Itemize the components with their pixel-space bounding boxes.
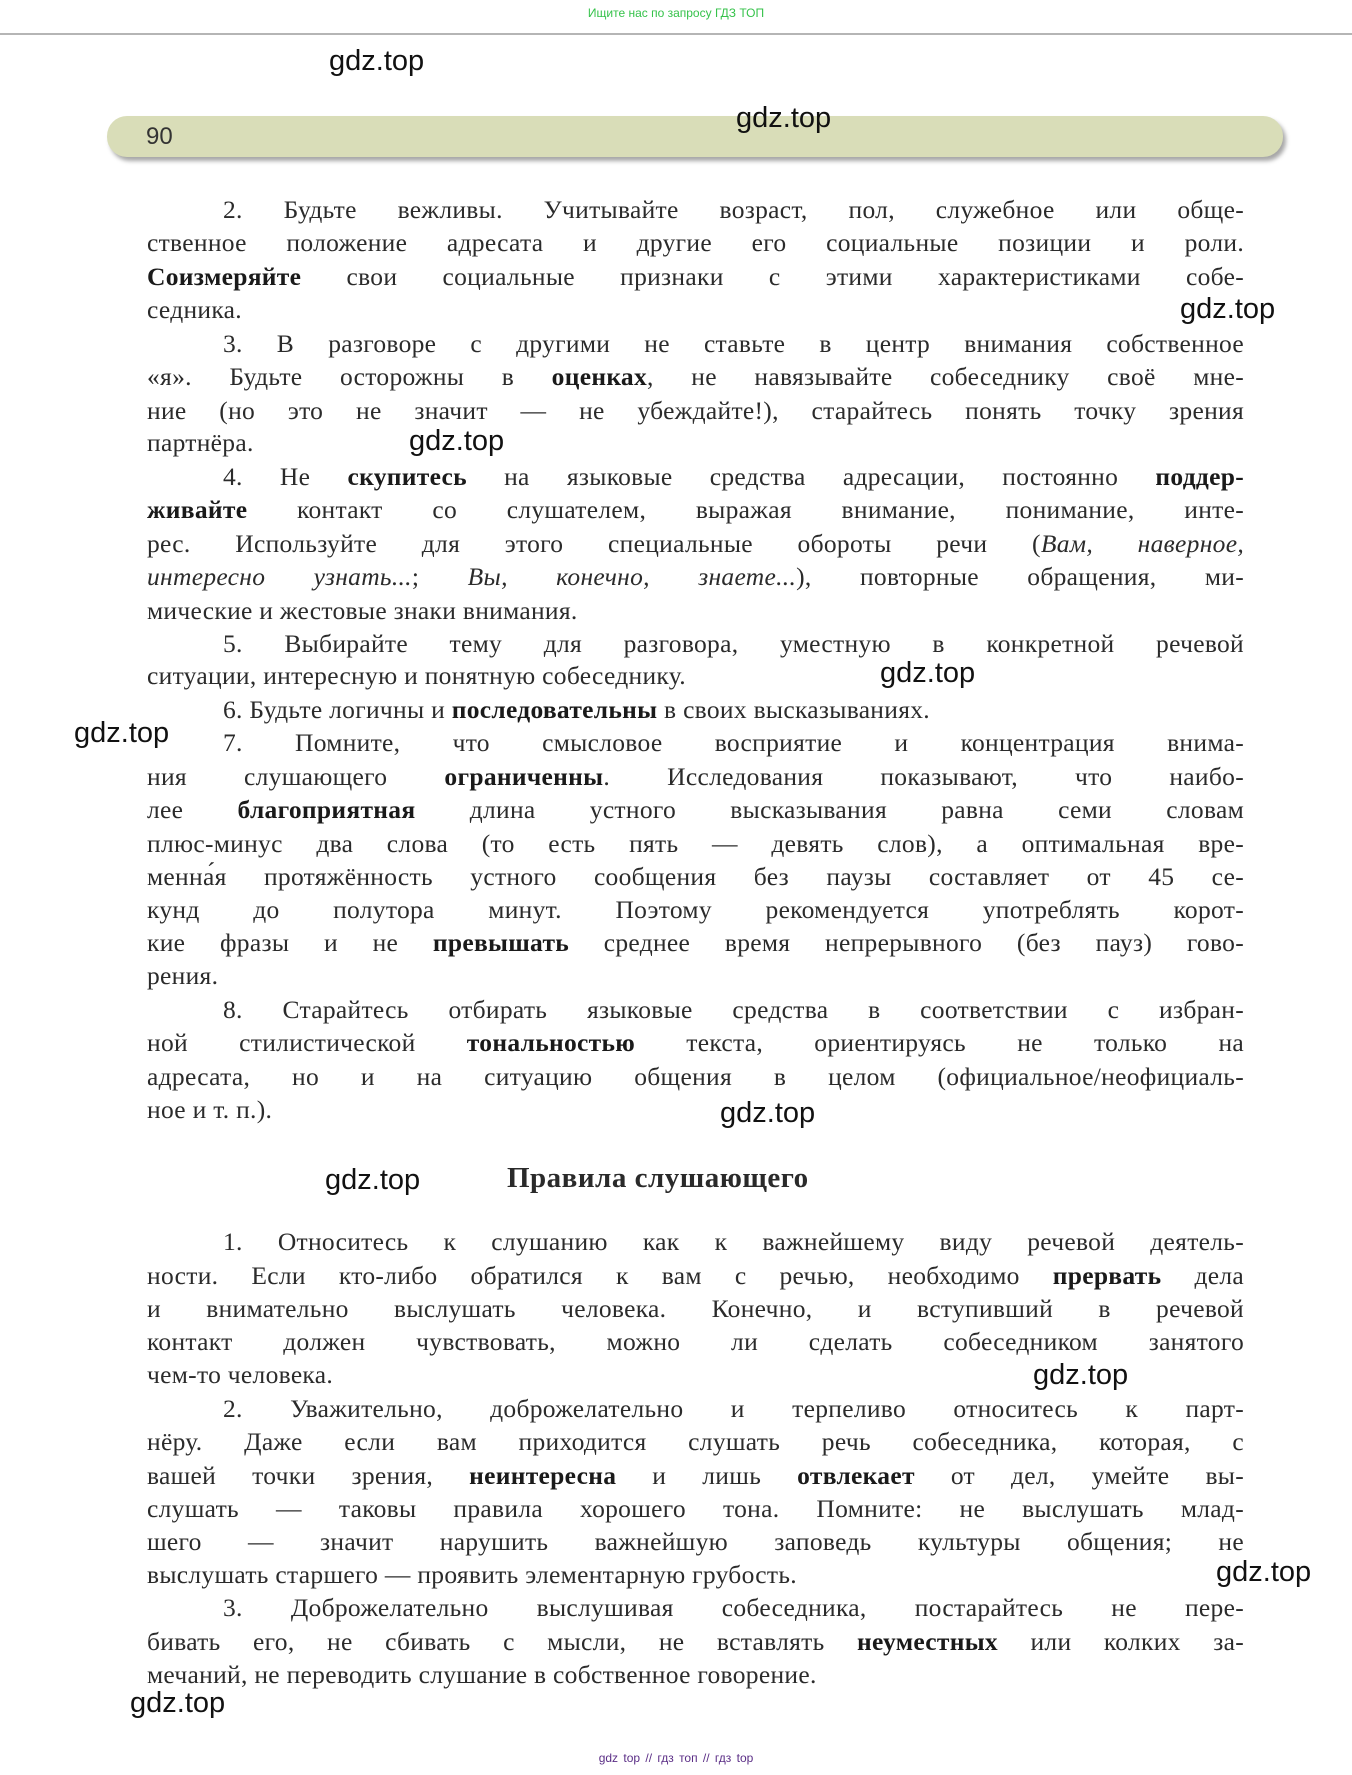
- watermark: gdz.top: [325, 1164, 421, 1196]
- text-span: седника.: [147, 295, 242, 324]
- text-span: 3. Доброжелательно выслушивая собеседника, постарайтесь не пере-: [223, 1593, 1244, 1622]
- text-line: [147, 959, 1244, 993]
- text-span: партнёра.: [147, 428, 254, 457]
- text-span: менна́я протяжённость устного сообщения без паузы составляет от 45 се-: [147, 862, 1244, 891]
- text-line: [147, 793, 1244, 827]
- bold-term: неинтересна: [469, 1461, 617, 1490]
- text-span: ;: [411, 562, 468, 591]
- watermark: gdz.top: [1180, 293, 1276, 325]
- text-span: вашей точки зрения,: [147, 1461, 470, 1490]
- text-line: [147, 594, 1244, 628]
- text-line: [223, 193, 1244, 227]
- text-span: . Исследования показывают, что наибо-: [603, 762, 1244, 791]
- text-span: бивать его, не сбивать с мысли, не вставлять: [147, 1627, 857, 1656]
- italic-example: интересно узнать...: [147, 562, 412, 591]
- watermark: gdz.top: [74, 717, 170, 749]
- text-span: 4. Не: [223, 462, 348, 491]
- text-span: 1. Относитесь к слушанию как к важнейшему виду речевой деятель-: [223, 1227, 1244, 1256]
- text-span: ственное положение адресата и другие его социальные позиции и роли.: [147, 228, 1244, 257]
- text-span: шего — значит нарушить важнейшую заповедь культуры общения; не: [147, 1527, 1244, 1556]
- bold-term: скупитесь: [347, 462, 467, 491]
- bold-term: поддер-: [1155, 462, 1244, 491]
- footer-text[interactable]: gdz top // гдз топ // гдз top: [598, 1751, 754, 1765]
- bold-term: последовательны: [451, 695, 658, 724]
- text-line: [147, 560, 1244, 594]
- text-span: контакт со слушателем, выражая внимание, понимание, инте-: [247, 495, 1244, 524]
- text-line: [147, 926, 1244, 960]
- watermark: gdz.top: [1033, 1359, 1129, 1391]
- bold-term: тональностью: [466, 1028, 636, 1057]
- text-line: [147, 1425, 1244, 1459]
- text-span: мечаний, не переводить слушание в собственное говорение.: [147, 1660, 817, 1689]
- text-line: [223, 1591, 1244, 1625]
- text-line: [223, 693, 1244, 727]
- text-line: [147, 893, 1244, 927]
- text-line: [147, 1093, 1244, 1127]
- text-span: слушать — таковы правила хорошего тона. Помните: не выслушать млад-: [147, 1494, 1244, 1523]
- text-line: [223, 993, 1244, 1027]
- text-line: [147, 293, 1244, 327]
- text-span: от дел, умейте вы-: [914, 1461, 1245, 1490]
- text-span: или колких за-: [997, 1627, 1245, 1656]
- text-span: контакт должен чувствовать, можно ли сделать собеседником занятого: [147, 1327, 1244, 1356]
- text-line: [223, 327, 1244, 361]
- italic-example: Вам, наверное,: [1040, 529, 1244, 558]
- text-line: [147, 1658, 1244, 1692]
- text-line: [147, 1259, 1244, 1293]
- bold-term: неуместных: [857, 1627, 998, 1656]
- text-span: и лишь: [616, 1461, 798, 1490]
- bold-term: Соизмеряйте: [147, 262, 302, 291]
- watermark: gdz.top: [736, 102, 832, 134]
- watermark: gdz.top: [409, 425, 505, 457]
- watermark: gdz.top: [720, 1097, 816, 1129]
- text-line: [147, 260, 1244, 294]
- text-line: [223, 627, 1244, 661]
- text-span: 3. В разговоре с другими не ставьте в центр внимания собственное: [223, 329, 1244, 358]
- banner-text[interactable]: Ищите нас по запросу ГДЗ ТОП: [587, 6, 765, 20]
- text-line: [147, 659, 1244, 693]
- bold-term: благоприятная: [237, 795, 416, 824]
- bold-term: превышать: [432, 928, 570, 957]
- text-span: выслушать старшего — проявить элементарную грубость.: [147, 1560, 797, 1589]
- footer-links[interactable]: [0, 1750, 1352, 1766]
- text-span: среднее время непрерывного (без пауз) гово-: [569, 928, 1244, 957]
- watermark: gdz.top: [1216, 1556, 1312, 1588]
- text-span: чем-то человека.: [147, 1360, 334, 1389]
- text-span: 6. Будьте логичны и: [223, 695, 452, 724]
- italic-example: Вы, конечно, знаете...: [467, 562, 797, 591]
- text-span: текста, ориентируясь не только на: [635, 1028, 1245, 1057]
- text-span: ное и т. п.).: [147, 1095, 273, 1124]
- text-line: [147, 394, 1244, 428]
- text-line: [147, 1459, 1244, 1493]
- text-line: [147, 1558, 1244, 1592]
- watermark: gdz.top: [130, 1687, 226, 1719]
- text-span: адресата, но и на ситуацию общения в целом (официальное/неофициаль-: [147, 1062, 1244, 1091]
- text-span: рес. Используйте для этого специальные обороты речи (: [147, 529, 1041, 558]
- bold-term: ограниченны: [444, 762, 604, 791]
- text-line: [147, 360, 1244, 394]
- text-span: и внимательно выслушать человека. Конечно, и вступивший в речевой: [147, 1294, 1244, 1323]
- text-span: ния слушающего: [147, 762, 445, 791]
- bold-term: прервать: [1052, 1261, 1162, 1290]
- section-heading: Правила слушающего: [507, 1162, 809, 1194]
- text-line: [147, 760, 1244, 794]
- text-span: рения.: [147, 961, 219, 990]
- text-span: , не навязывайте собеседнику своё мне-: [647, 362, 1244, 391]
- watermark: gdz.top: [880, 657, 976, 689]
- watermark: gdz.top: [329, 45, 425, 77]
- text-line: [147, 827, 1244, 861]
- text-line: [223, 1225, 1244, 1259]
- text-span: ние (но это не значит — не убеждайте!), старайтесь понять точку зрения: [147, 396, 1244, 425]
- text-line: [223, 460, 1244, 494]
- text-span: ности. Если кто-либо обратился к вам с речью, необходимо: [147, 1261, 1053, 1290]
- text-line: [147, 426, 1244, 460]
- text-span: мические и жестовые знаки внимания.: [147, 596, 578, 625]
- text-line: [147, 1625, 1244, 1659]
- top-banner[interactable]: [0, 5, 1352, 21]
- text-span: длина устного высказывания равна семи словам: [415, 795, 1245, 824]
- text-line: [147, 1026, 1244, 1060]
- text-line: [147, 860, 1244, 894]
- text-span: в своих высказываниях.: [657, 695, 930, 724]
- text-span: «я». Будьте осторожны в: [147, 362, 552, 391]
- text-span: лее: [147, 795, 238, 824]
- text-line: [147, 527, 1244, 561]
- text-span: на языковые средства адресации, постоянно: [466, 462, 1156, 491]
- page-number: 90: [146, 123, 173, 150]
- text-span: нёру. Даже если вам приходится слушать речь собеседника, которая, с: [147, 1427, 1244, 1456]
- text-line: [147, 493, 1244, 527]
- bold-term: оценках: [551, 362, 648, 391]
- text-span: дела: [1161, 1261, 1244, 1290]
- text-span: свои социальные признаки с этими характеристиками собе-: [301, 262, 1244, 291]
- top-divider: [0, 33, 1352, 35]
- text-line: [147, 1492, 1244, 1526]
- text-line: [147, 226, 1244, 260]
- bold-term: отвлекает: [797, 1461, 915, 1490]
- text-span: ной стилистической: [147, 1028, 467, 1057]
- text-span: ), повторные обращения, ми-: [796, 562, 1244, 591]
- text-span: 2. Уважительно, доброжелательно и терпеливо относитесь к парт-: [223, 1394, 1244, 1423]
- text-span: плюс-минус два слова (то есть пять — девять слов), а оптимальная вре-: [147, 829, 1244, 858]
- text-span: ситуации, интересную и понятную собеседнику.: [147, 661, 686, 690]
- text-span: 2. Будьте вежливы. Учитывайте возраст, пол, служебное или обще-: [223, 195, 1244, 224]
- page-header-bar: [107, 116, 1283, 157]
- text-span: кунд до полутора минут. Поэтому рекомендуется употреблять корот-: [147, 895, 1244, 924]
- text-line: [147, 1525, 1244, 1559]
- text-span: 8. Старайтесь отбирать языковые средства в соответствии с избран-: [223, 995, 1244, 1024]
- text-line: [147, 1325, 1244, 1359]
- text-line: [223, 726, 1244, 760]
- text-span: кие фразы и не: [147, 928, 433, 957]
- text-line: [147, 1292, 1244, 1326]
- text-line: [223, 1392, 1244, 1426]
- bold-term: живайте: [147, 495, 248, 524]
- text-span: 5. Выбирайте тему для разговора, уместную в конкретной речевой: [223, 629, 1244, 658]
- text-line: [147, 1060, 1244, 1094]
- text-span: 7. Помните, что смысловое восприятие и концентрация внима-: [223, 728, 1244, 757]
